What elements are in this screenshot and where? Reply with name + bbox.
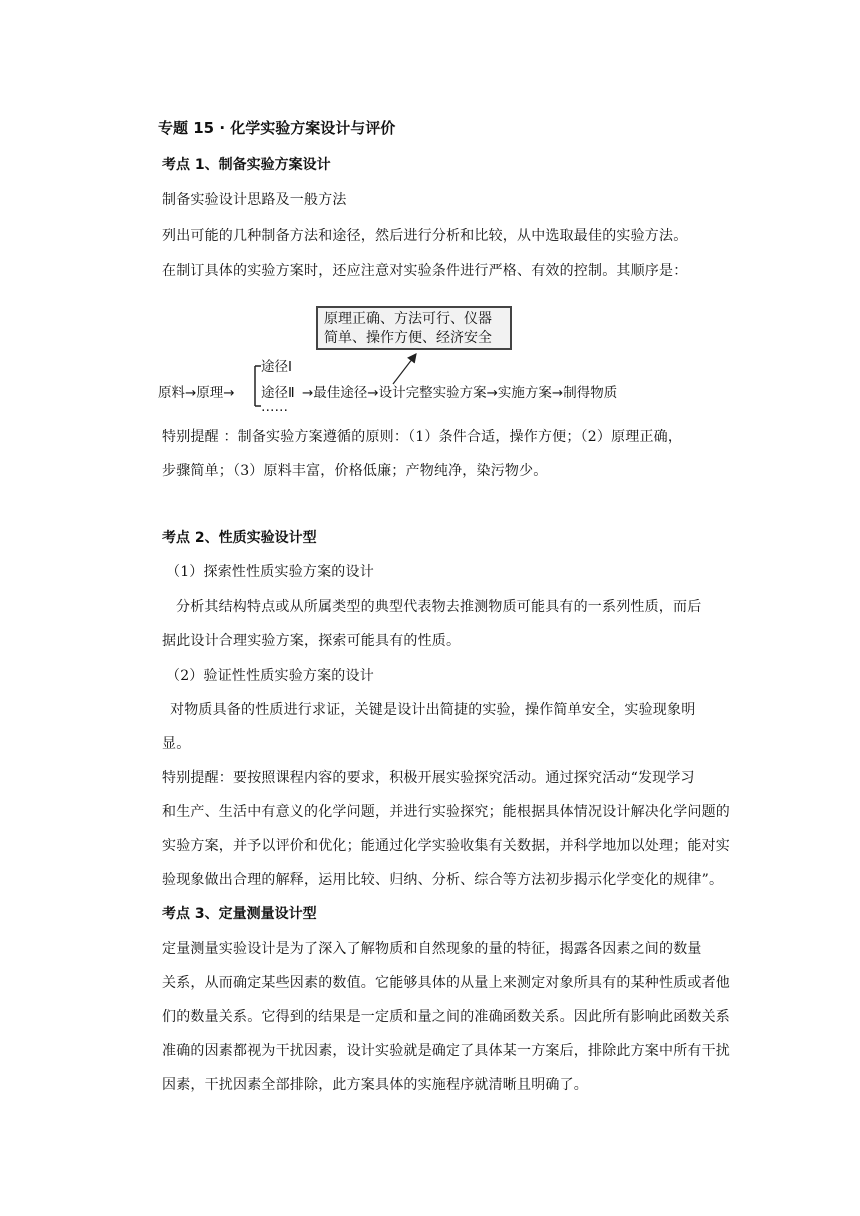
principle-box-line1: 原理正确、方法可行、仪器	[324, 311, 492, 327]
section3-line1: 定量测量实验设计是为了深入了解物质和自然现象的量的特征，揭露各因素之间的数量	[162, 941, 702, 957]
route-3-label: ……	[261, 399, 288, 415]
section1-heading: 考点 1、制备实验方案设计	[162, 157, 331, 173]
section2-note-line1: 特别提醒：要按照课程内容的要求，积极开展实验探究活动。通过探究活动“发现学习	[162, 770, 695, 786]
principle-box	[316, 306, 512, 350]
best-route-to-box-arrow	[393, 354, 416, 384]
section2-sub2-line1: 对物质具备的性质进行求证，关键是设计出简捷的实验，操作简单安全，实验现象明	[170, 702, 696, 718]
section1-note-line2: 步骤简单；（3）原料丰富，价格低廉；产物纯净，染污物少。	[162, 463, 548, 479]
section2-sub1-heading: （1）探索性性质实验方案的设计	[166, 564, 374, 580]
section2-note-line2: 和生产、生活中有意义的化学问题，并进行实验探究；能根据具体情况设计解决化学问题的	[162, 804, 730, 820]
section3-line3: 们的数量关系。它得到的结果是一定质和量之间的准确函数关系。因此所有影响此函数关系	[162, 1009, 730, 1025]
chain-rest-label: →最佳途径→设计完整实验方案→实施方案→制得物质	[302, 385, 618, 401]
section2-sub2-line2: 显。	[162, 736, 191, 752]
section2-note-line4: 验现象做出合理的解释，运用比较、归纳、分析、综合等方法初步揭示化学变化的规律”。	[162, 872, 724, 888]
section2-sub1-line1: 分析其结构特点或从所属类型的典型代表物去推测物质可能具有的一系列性质，而后	[176, 599, 702, 615]
preparation-flow-diagram	[158, 302, 688, 415]
principle-box-line2: 简单、操作方便、经济安全	[324, 330, 492, 346]
section3-heading: 考点 3、定量测量设计型	[162, 906, 317, 922]
section2-heading: 考点 2、性质实验设计型	[162, 530, 317, 546]
section1-line2: 列出可能的几种制备方法和途径，然后进行分析和比较，从中选取最佳的实验方法。	[162, 228, 688, 244]
section3-line4: 准确的因素都视为干扰因素，设计实验就是确定了具体某一方案后，排除此方案中所有干扰	[162, 1043, 730, 1059]
section2-note-line3: 实验方案，并予以评价和优化；能通过化学实验收集有关数据，并科学地加以处理；能对实	[162, 838, 730, 854]
section2-sub2-heading: （2）验证性性质实验方案的设计	[166, 668, 374, 684]
section3-line2: 关系，从而确定某些因素的数值。它能够具体的从量上来测定对象所具有的某种性质或者他	[162, 975, 730, 991]
section2-sub1-line2: 据此设计合理实验方案，探索可能具有的性质。	[162, 633, 461, 649]
section1-line3: 在制订具体的实验方案时，还应注意对实验条件进行严格、有效的控制。其顺序是：	[162, 263, 688, 279]
chain-start-label: 原料→原理→	[158, 385, 235, 401]
section1-note-line1: 特别提醒 ：制备实验方案遵循的原则：（1）条件合适，操作方便；（2）原理正确，	[162, 429, 683, 445]
document-title: 专题 15 · 化学实验方案设计与评价	[158, 119, 396, 137]
route-2-label: 途径Ⅱ	[261, 385, 295, 401]
route-1-label: 途径Ⅰ	[261, 359, 292, 375]
section3-line5: 因素，干扰因素全部排除，此方案具体的实施程序就清晰且明确了。	[162, 1077, 588, 1093]
section1-line1: 制备实验设计思路及一般方法	[162, 192, 347, 208]
